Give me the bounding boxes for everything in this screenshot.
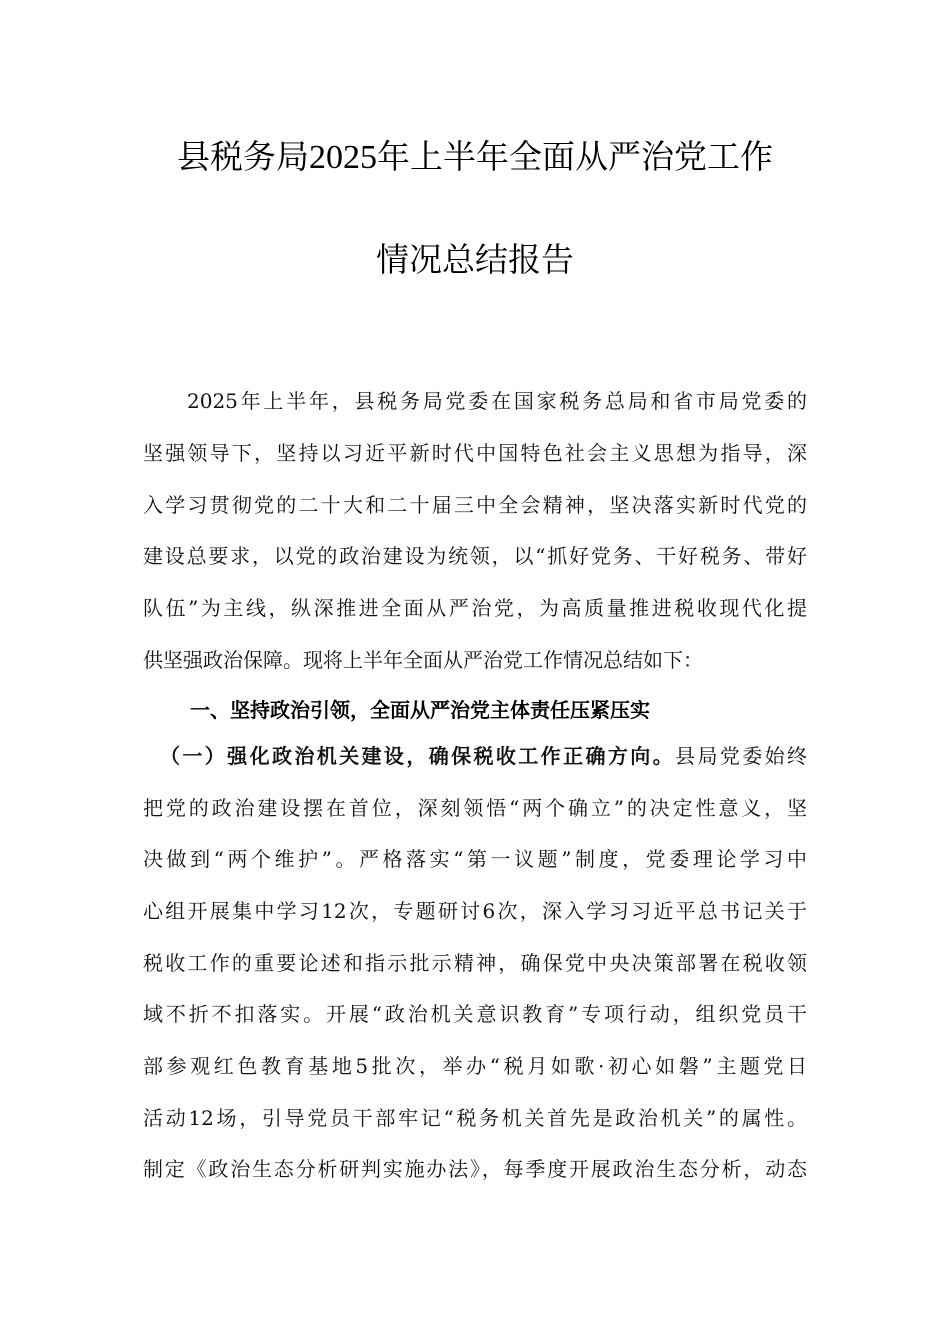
title-year: 2025 <box>309 139 377 176</box>
intro-line-6: 供坚强政治保障。现将上半年全面从严治党工作情况总结如下： <box>143 648 703 672</box>
subsection-1-heading: （一）强化政治机关建设，确保税收工作正确方向。 <box>160 744 676 768</box>
subsection-1-line-6: 域不折不扣落实。开展“政治机关意识教育”专项行动，组织党员干 <box>143 1002 807 1026</box>
title-prefix: 县税务局 <box>177 137 309 176</box>
document-title-line-2: 情况总结报告 <box>376 240 574 279</box>
subsection-1-line-3: 决做到“两个维护”。严格落实“第一议题”制度，党委理论学习中 <box>143 847 807 871</box>
intro-line-1: 2025年上半年，县税务局党委在国家税务总局和省市局党委的 <box>187 389 807 413</box>
intro-line-3: 入学习贯彻党的二十大和二十届三中全会精神，坚决落实新时代党的 <box>143 493 807 517</box>
intro-line-4: 建设总要求，以党的政治建设为统领，以“抓好党务、干好税务、带好 <box>143 544 807 568</box>
title-suffix: 年上半年全面从严治党工作 <box>377 137 773 176</box>
subsection-1-line-2: 把党的政治建设摆在首位，深刻领悟“两个确立”的决定性意义，坚 <box>143 796 807 820</box>
subsection-1-line-7: 部参观红色教育基地5批次，举办“税月如歌·初心如磐”主题党日 <box>143 1054 807 1078</box>
intro-line-2: 坚强领导下，坚持以习近平新时代中国特色社会主义思想为指导，深 <box>143 441 807 465</box>
subsection-1-line-9: 制定《政治生态分析研判实施办法》，每季度开展政治生态分析，动态 <box>143 1157 807 1181</box>
document-title-line-1 <box>0 131 950 178</box>
subsection-1-first-line <box>160 743 807 769</box>
subsection-1-line-5: 税收工作的重要论述和指示批示精神，确保党中央决策部署在税收领 <box>143 951 807 975</box>
section-1-heading: 一、坚持政治引领，全面从严治党主体责任压紧压实 <box>190 698 650 722</box>
subsection-1-first-line-rest: 县局党委始终 <box>675 744 808 768</box>
subsection-1-line-8: 活动12场，引导党员干部牢记“税务机关首先是政治机关”的属性。 <box>143 1106 807 1130</box>
subsection-1-line-4: 心组开展集中学习12次，专题研讨6次，深入学习习近平总书记关于 <box>143 899 807 923</box>
intro-line-5: 队伍”为主线，纵深推进全面从严治党，为高质量推进税收现代化提 <box>143 596 807 620</box>
